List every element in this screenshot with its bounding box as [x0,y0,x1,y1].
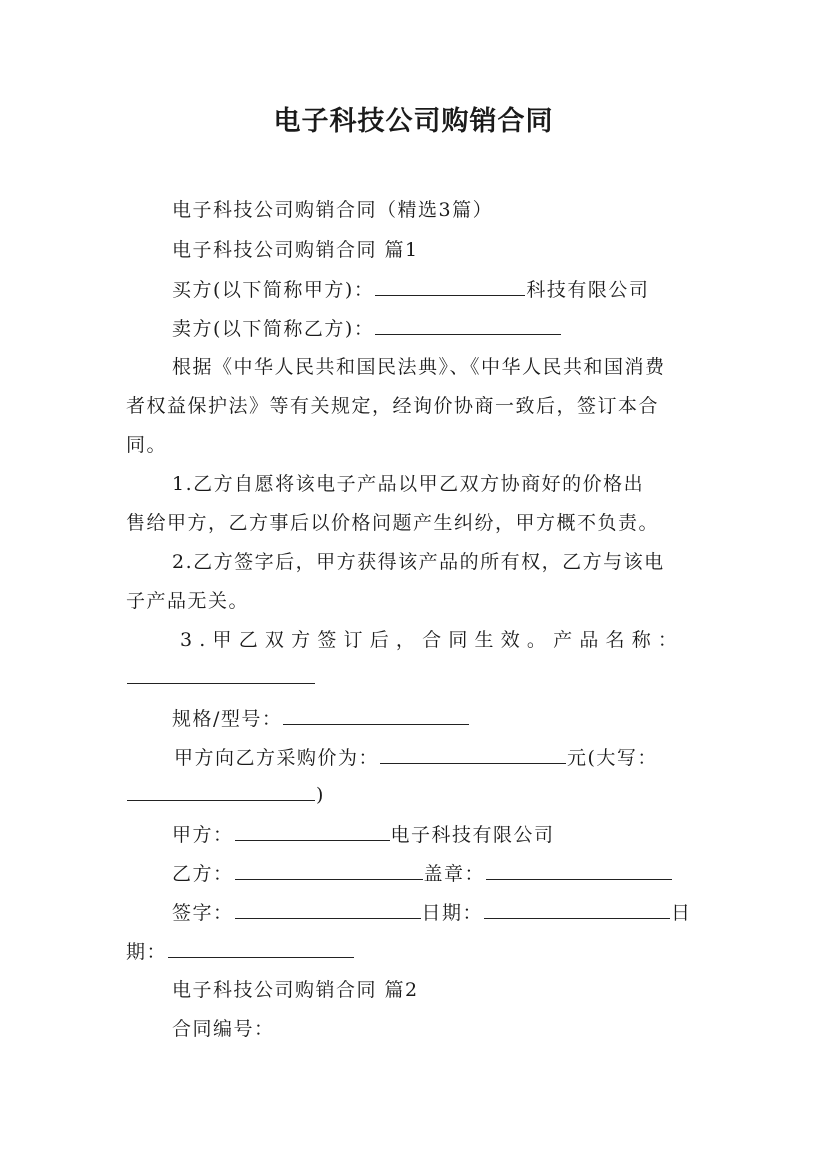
buyer-label: 买方(以下简称甲方)： [172,279,375,301]
seller-line [172,314,562,343]
buyer-suffix: 科技有限公司 [526,279,650,301]
sign-blank [235,898,421,919]
seller-label: 卖方(以下简称乙方)： [172,318,375,340]
price-uppercase-line [126,780,325,809]
date2-blank [168,937,354,958]
seal-blank [486,859,672,880]
sign-line [172,898,692,927]
document-subtitle: 电子科技公司购销合同（精选3篇） [172,199,494,221]
party-b-label: 乙方： [172,863,234,885]
price-uppercase-blank [127,780,315,801]
party-a-suffix: 电子科技有限公司 [390,824,555,846]
price-label: 甲方向乙方采购价为： [174,747,380,769]
clause2-line-1: 2.乙方签字后，甲方获得该产品的所有权，乙方与该电 [172,551,665,573]
party-a-label: 甲方： [172,824,234,846]
party-a-line [172,820,555,849]
date-label-2: 期： [126,941,168,963]
part1-heading: 电子科技公司购销合同 篇1 [172,239,419,261]
date-trail: 日 [671,902,692,924]
party-a-blank [235,820,390,841]
spec-blank [283,704,469,725]
intro-line-2: 者权益保护法》等有关规定，经询价协商一致后，签订本合 [126,395,660,417]
date-label: 日期： [421,902,484,924]
product-name-line [126,663,316,692]
price-suffix: 元(大写： [567,747,658,769]
product-name-blank [127,663,315,684]
seller-name-blank [375,314,561,335]
buyer-line [172,275,649,304]
buyer-name-blank [375,275,525,296]
party-b-line [172,859,673,888]
date-blank [484,898,670,919]
party-b-blank [235,859,423,880]
price-line [174,743,658,772]
sign-label: 签字： [172,902,234,924]
clause1-line-1: 1.乙方自愿将该电子产品以甲乙双方协商好的价格出 [172,473,645,495]
intro-line-3: 同。 [126,434,168,456]
spec-line [172,704,470,733]
price-blank [380,743,566,764]
close-paren: ) [316,784,325,806]
document-title: 电子科技公司购销合同 [273,106,554,137]
clause3-line-1: 3.甲乙双方签订后，合同生效。产品名称： [180,629,685,651]
intro-line-1: 根据《中华人民共和国民法典》、《中华人民共和国消费 [172,356,666,378]
part2-heading: 电子科技公司购销合同 篇2 [172,979,419,1001]
seal-label: 盖章： [423,863,486,885]
spec-label: 规格/型号： [172,708,283,730]
clause1-line-2: 售给甲方，乙方事后以价格问题产生纠纷，甲方概不负责。 [126,512,660,534]
date2-line [126,937,355,966]
clause2-line-2: 子产品无关。 [126,590,250,612]
contract-no-label: 合同编号： [172,1018,275,1040]
